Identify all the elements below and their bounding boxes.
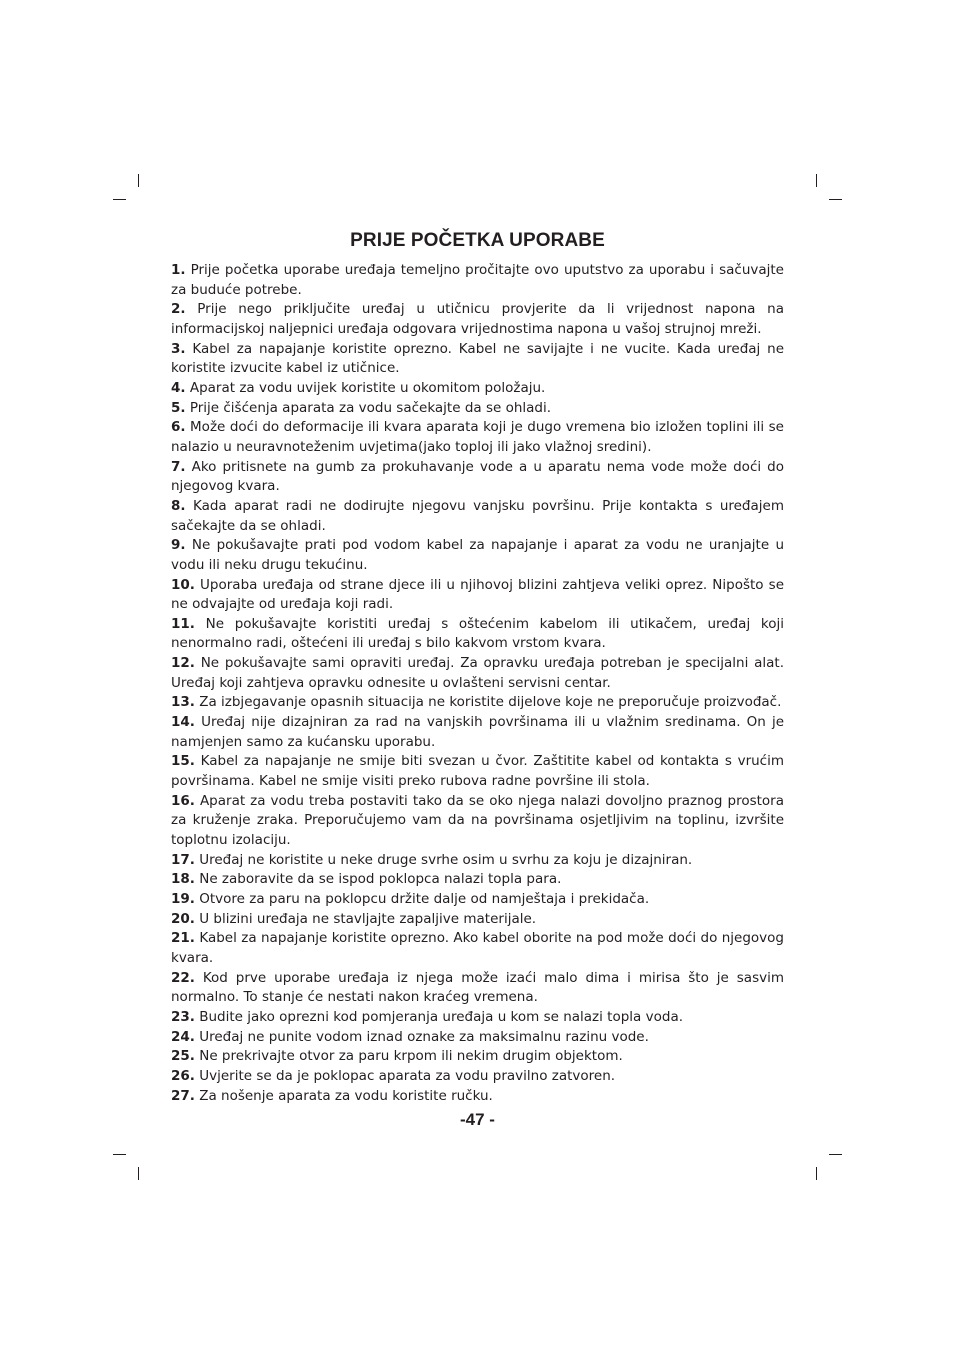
instruction-item [171, 1087, 784, 1107]
instruction-number: 6. [171, 419, 186, 436]
instruction-number: 3. [171, 340, 186, 357]
instruction-text: Ne pokušavajte koristiti uređaj s oštećenim kabelom ili utikačem, uređaj koji nenormalno radi, oštećeni ili uređaj s bilo kakvom vrstom kvara. [171, 615, 784, 652]
instruction-item [171, 890, 784, 910]
instruction-text: Prije čišćenja aparata za vodu sačekajte da se ohladi. [189, 399, 552, 416]
instruction-item [171, 1028, 784, 1048]
instruction-number: 16. [171, 792, 195, 809]
instruction-number: 2. [171, 301, 186, 318]
instruction-item [171, 458, 784, 497]
instruction-text: Aparat za vodu uvijek koristite u okomitom položaju. [189, 379, 546, 396]
instruction-text: Za nošenje aparata za vodu koristite ručku. [199, 1087, 493, 1104]
instruction-number: 12. [171, 655, 195, 672]
instruction-item [171, 929, 784, 968]
safety-instructions-list [171, 261, 784, 1106]
instruction-item [171, 576, 784, 615]
instruction-number: 20. [171, 910, 195, 927]
instruction-text: Otvore za paru na poklopcu držite dalje od namještaja i prekidača. [199, 891, 650, 907]
instruction-item [171, 910, 784, 930]
crop-mark-bottom-left-vertical [138, 1167, 139, 1180]
instruction-text: Ne zaboravite da se ispod poklopca nalazi topla para. [199, 871, 562, 888]
instruction-text: Može doći do deformacije ili kvara aparata koji je dugo vremena bio izložen toplini ili se nalazio u neuravnoteženim uvjetima(jako toploj ili jako vlažnoj sredini). [171, 419, 784, 455]
instruction-item [171, 1008, 784, 1028]
crop-mark-top-right-vertical [816, 174, 817, 187]
instruction-number: 15. [171, 753, 195, 770]
instruction-text: Kada aparat radi ne dodirujte njegovu vanjsku površinu. Prije kontakta s uređajem sačekajte da se ohladi. [171, 497, 784, 534]
instruction-item [171, 379, 784, 399]
instruction-number: 10. [171, 576, 195, 593]
instruction-text: Uporaba uređaja od strane djece ili u njihovoj blizini zahtjeva veliki oprez. Nipošto se ne odvajajte od uređaja koji radi. [171, 576, 784, 613]
instruction-text: Ako pritisnete na gumb za prokuhavanje vode a u aparatu nema vode može doći do njegovog kvara. [171, 458, 784, 495]
instruction-text: Za izbjegavanje opasnih situacija ne koristite dijelove koje ne preporučuje proizvođač. [199, 694, 782, 711]
instruction-text: U blizini uređaja ne stavljajte zapaljive materijale. [199, 910, 537, 927]
instruction-item [171, 300, 784, 339]
page-title: PRIJE POČETKA UPORABE [350, 230, 605, 251]
instruction-text: Kabel za napajanje koristite oprezno. Kabel ne savijajte i ne vucite. Kada uređaj ne koristite izvucite kabel iz utičnice. [171, 340, 785, 377]
instruction-text: Prije početka uporabe uređaja temeljno pročitajte ovo uputstvo za uporabu i sačuvajte za buduće potrebe. [171, 262, 784, 298]
instruction-text: Aparat za vodu treba postaviti tako da se oko njega nalazi dovoljno praznog prostora za kruženje zraka. Preporučujemo vam da na površinama osjetljivim na toplinu, izvršite toplotnu izolaciju. [171, 792, 784, 849]
crop-mark-top-right-horizontal [829, 199, 842, 200]
instruction-text: Kabel za napajanje koristite oprezno. Ako kabel oborite na pod može doći do njegovog kvara. [171, 930, 784, 966]
instruction-item [171, 399, 784, 419]
instruction-number: 21. [171, 930, 195, 947]
instruction-text: Kabel za napajanje ne smije biti svezan u čvor. Zaštitite kabel od kontakta s vrućim površinama. Kabel ne smije visiti preko rubova radne površine ili stola. [171, 753, 784, 790]
instruction-number: 14. [171, 714, 195, 731]
instruction-item [171, 693, 784, 713]
instruction-number: 13. [171, 694, 195, 711]
instruction-number: 11. [171, 615, 195, 632]
instruction-number: 26. [171, 1067, 195, 1084]
instruction-item [171, 536, 784, 575]
crop-mark-top-left-vertical [138, 174, 139, 187]
instruction-item [171, 418, 784, 457]
instruction-item [171, 261, 784, 300]
instruction-item [171, 752, 784, 791]
instruction-number: 9. [171, 537, 186, 554]
instruction-text: Uvjerite se da je poklopac aparata za vodu pravilno zatvoren. [199, 1067, 616, 1084]
instruction-item [171, 1047, 784, 1067]
crop-mark-bottom-right-vertical [816, 1167, 817, 1180]
instruction-text: Kod prve uporabe uređaja iz njega može izaći malo dima i mirisa što je sasvim normalno. To stanje će nestati nakon kraćeg vremena. [171, 969, 784, 1006]
instruction-text: Ne pokušavajte sami opraviti uređaj. Za opravku uređaja potreban je specijalni alat. Uređaj koji zahtjeva opravku odnesite u ovlašteni servisni centar. [171, 655, 784, 691]
instruction-text: Prije nego priključite uređaj u utičnicu provjerite da li vrijednost napona na informacijskoj naljepnici uređaja odgovara vrijednostima napona u vašoj strujnoj mreži. [171, 301, 784, 337]
instruction-text: Uređaj nije dizajniran za rad na vanjskih površinama ili u vlažnim sredinama. On je namjenjen samo za kućansku uporabu. [171, 714, 784, 750]
instruction-item [171, 497, 784, 536]
instruction-number: 27. [171, 1087, 195, 1104]
instruction-number: 25. [171, 1048, 195, 1065]
crop-mark-bottom-left-horizontal [113, 1154, 126, 1155]
crop-mark-bottom-right-horizontal [829, 1154, 842, 1155]
instruction-number: 7. [171, 458, 186, 475]
instruction-number: 8. [171, 497, 186, 514]
instruction-text: Budite jako oprezni kod pomjeranja uređaja u kom se nalazi topla voda. [199, 1008, 684, 1025]
instruction-number: 1. [171, 262, 186, 278]
instruction-text: Uređaj ne koristite u neke druge svrhe osim u svrhu za koju je dizajniran. [199, 851, 693, 868]
instruction-item [171, 713, 784, 752]
instruction-number: 23. [171, 1008, 195, 1025]
instruction-number: 5. [171, 399, 186, 416]
crop-mark-top-left-horizontal [113, 199, 126, 200]
instruction-item [171, 615, 784, 654]
instruction-item [171, 654, 784, 693]
instruction-number: 19. [171, 891, 195, 907]
instruction-number: 24. [171, 1028, 195, 1045]
instruction-text: Ne prekrivajte otvor za paru krpom ili nekim drugim objektom. [199, 1048, 623, 1065]
instruction-number: 18. [171, 871, 195, 888]
instruction-item [171, 969, 784, 1008]
instruction-item [171, 870, 784, 890]
instruction-item [171, 340, 784, 379]
instruction-number: 4. [171, 379, 186, 396]
instruction-number: 22. [171, 969, 195, 986]
page-number: -47 - [460, 1110, 495, 1129]
instruction-item [171, 1067, 784, 1087]
instruction-text: Ne pokušavajte prati pod vodom kabel za napajanje i aparat za vodu ne uranjajte u vodu ili neku drugu tekućinu. [171, 537, 785, 573]
instruction-number: 17. [171, 851, 195, 868]
instruction-text: Uređaj ne punite vodom iznad oznake za maksimalnu razinu vode. [199, 1028, 649, 1045]
instruction-item [171, 851, 784, 871]
instruction-item [171, 792, 784, 851]
